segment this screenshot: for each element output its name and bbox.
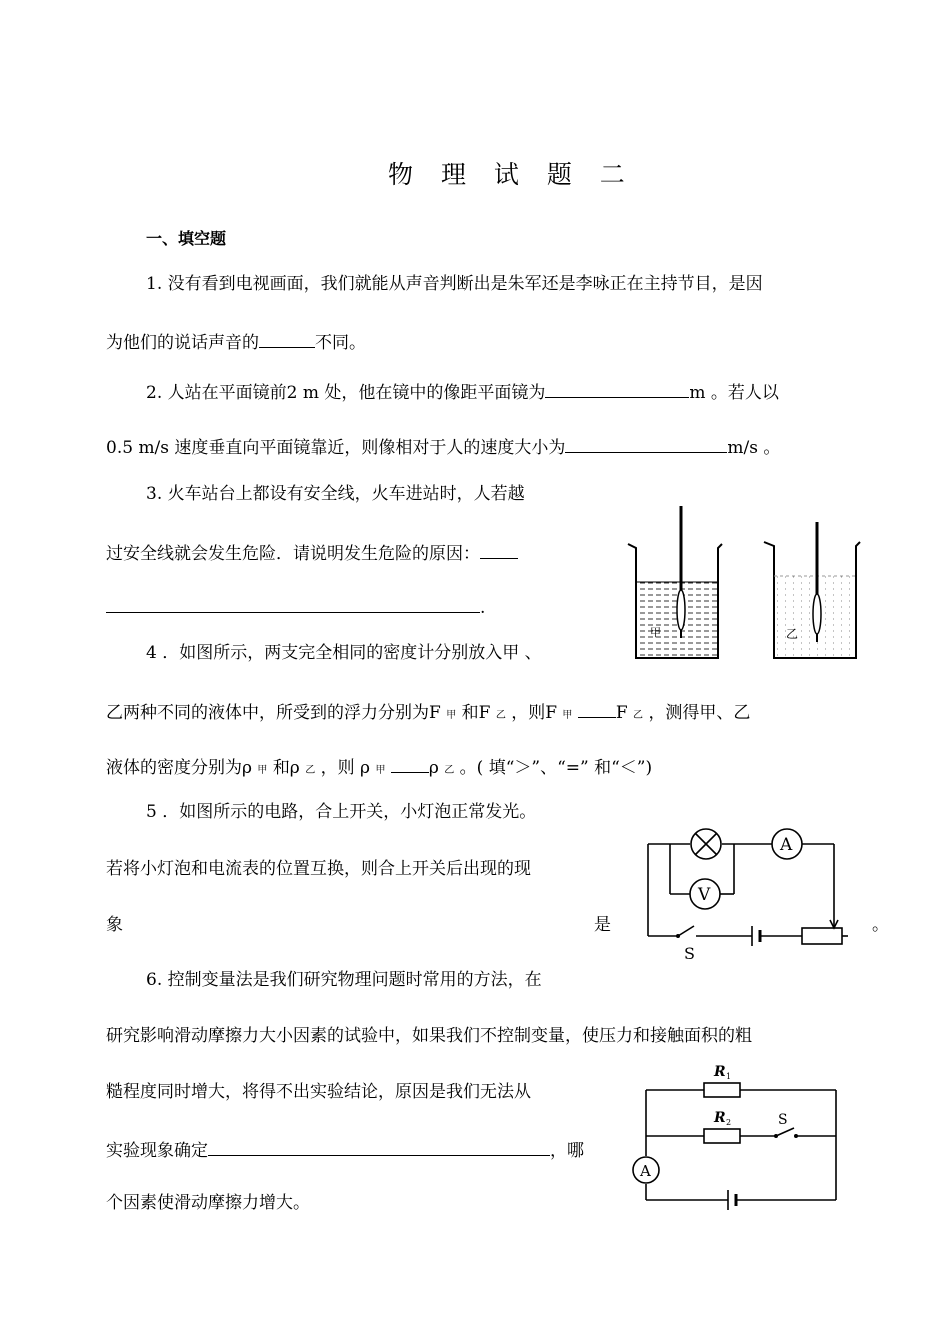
q1-line1: 1. 没有看到电视画面，我们就能从声音判断出是朱军还是李咏正在主持节目，是因: [146, 274, 763, 294]
q6-line1: 6. 控制变量法是我们研究物理问题时常用的方法，在: [146, 970, 542, 990]
q6-line3: 糙程度同时增大，将得不出实验结论，原因是我们无法从: [106, 1082, 531, 1102]
q6-line5: 个因素使滑动摩擦力增大。: [106, 1193, 310, 1213]
q2-answer-blank-2[interactable]: [565, 437, 727, 453]
ammeter-label: A: [780, 835, 793, 855]
sub-jia: 甲: [375, 765, 386, 776]
q6-circuit-figure: [628, 1060, 848, 1210]
q5-line2: 若将小灯泡和电流表的位置互换，则合上开关后出现的现: [106, 859, 531, 879]
ammeter-symbol: [772, 829, 802, 859]
label-jia: 甲: [650, 626, 661, 639]
switch-label: S: [684, 944, 695, 962]
q2-text-c: 0.5 m/s 速度垂直向平面镜靠近，则像相对于人的速度大小为: [106, 438, 566, 458]
q4-line2: [106, 702, 750, 722]
hydrometer-jia: [677, 506, 685, 638]
sub-jia: 甲: [562, 710, 573, 721]
q4-text-g: 和ρ: [272, 758, 300, 778]
page-title: 物 理 试 题 二: [388, 160, 635, 189]
q4-line3: [106, 757, 652, 777]
q4-answer-blank-1[interactable]: [578, 702, 616, 718]
q1-text-a: 为他们的说话声音的: [106, 333, 259, 353]
sub-jia: 甲: [257, 765, 268, 776]
q1-line2: [106, 332, 366, 352]
q4-answer-blank-2[interactable]: [391, 757, 429, 773]
q4-text-b: 和F: [461, 703, 491, 723]
switch-label-q6: S: [778, 1112, 788, 1128]
sub-yi: 乙: [633, 710, 644, 721]
q3-line1: 3. 火车站台上都设有安全线，火车进站时，人若越: [146, 484, 525, 504]
voltmeter-symbol: [690, 879, 720, 909]
q4-text-f: 液体的密度分别为ρ: [106, 758, 252, 778]
q4-text-d: F: [615, 703, 628, 723]
q4-text-e: ，测得甲、乙: [648, 703, 751, 723]
q4-text-j: 。( 填“＞”、“=” 和“＜”): [459, 758, 653, 778]
r1-label: R: [714, 1064, 726, 1080]
sub-yi: 乙: [444, 765, 455, 776]
beaker-yi: [764, 522, 860, 658]
q5-line3-b: 是: [594, 915, 611, 935]
label-yi: 乙: [786, 627, 799, 641]
ammeter-label-q6: A: [640, 1162, 651, 1180]
q3-text: 过安全线就会发生危险．请说明发生危险的原因：: [106, 544, 480, 564]
ammeter-symbol-q6: [633, 1157, 659, 1183]
q5-line1: 5 ．如图所示的电路，合上开关，小灯泡正常发光。: [146, 802, 537, 822]
q4-text-a: 乙两种不同的液体中，所受到的浮力分别为F: [106, 703, 441, 723]
q6-answer-blank[interactable]: [208, 1140, 550, 1156]
q2-text-a: 2. 人站在平面镜前2 m 处，他在镜中的像距平面镜为: [146, 383, 546, 403]
beaker-jia: [628, 506, 722, 658]
q3-line2: [106, 543, 518, 563]
q2-line2: [106, 437, 780, 457]
q6-text-a: 实验现象确定: [106, 1141, 208, 1161]
q2-text-b: m 。若人以: [689, 383, 779, 403]
q4-text-h: ，则 ρ: [320, 758, 371, 778]
q3-answer-blank-2[interactable]: [106, 597, 480, 613]
sub-jia: 甲: [446, 710, 457, 721]
r2-subscript: 2: [726, 1118, 732, 1127]
sub-yi: 乙: [305, 765, 316, 776]
voltmeter-label: V: [698, 885, 711, 905]
section-heading: 一、填空题: [146, 229, 227, 248]
q3-answer-blank-1[interactable]: [480, 543, 518, 559]
q2-answer-blank-1[interactable]: [545, 382, 689, 398]
q1-answer-blank[interactable]: [259, 332, 315, 348]
q4-text-c: ，则F: [511, 703, 558, 723]
q6-line2: 研究影响滑动摩擦力大小因素的试验中，如果我们不控制变量，使压力和接触面积的粗: [106, 1026, 752, 1046]
q2-line1: [146, 382, 779, 402]
q1-text-b: 不同。: [315, 333, 366, 353]
r2-label: R: [714, 1110, 726, 1126]
q6-line4: [106, 1140, 584, 1160]
sub-yi: 乙: [495, 710, 506, 721]
r1-subscript: 1: [726, 1072, 732, 1081]
q4-text-i: ρ: [428, 758, 439, 778]
q2-text-d: m/s 。: [727, 438, 781, 458]
lamp-symbol: [691, 829, 721, 859]
q3-line3: [106, 597, 485, 617]
q3-end: .: [480, 598, 486, 618]
q4-line1: 4 ．如图所示，两支完全相同的密度计分别放入甲 、: [146, 643, 542, 663]
q5-line3-end: 。: [872, 915, 889, 935]
q5-circuit-figure: [628, 812, 868, 962]
q4-beaker-figure: [624, 502, 864, 662]
q5-line3-a: 象: [106, 915, 123, 935]
q6-text-b: ，哪: [550, 1141, 584, 1161]
